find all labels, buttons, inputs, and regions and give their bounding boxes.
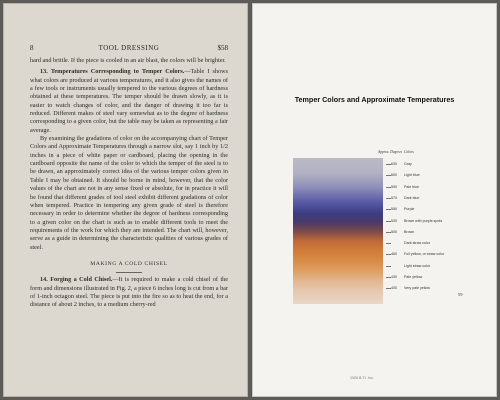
band-label: Brown with purple spots xyxy=(404,218,443,223)
band-label: Pale blue xyxy=(404,184,419,189)
section-13 xyxy=(30,68,228,135)
band-label: Pale yellow xyxy=(404,275,423,279)
subheading: MAKING A COLD CHISEL xyxy=(90,260,168,267)
band-label: Dark blue xyxy=(404,195,420,200)
section-13-text: —Table I shows what colors are produced at various temperatures, and it also gives the names of a few tools or instruments usually tempered to the various degrees of hardness obtained at these temperatures. The temper should be drawn slowly, as it is easier to watch changes of color, and the danger of drawing it too far is reduced. Different makes of steel vary somewhat as to the degree of hardness corresponding to a given color, but the table may be taken as representing a fair average. xyxy=(30,68,228,134)
col-head-colors: Colors xyxy=(404,150,414,154)
band-temp: 550 xyxy=(391,207,397,212)
section-14 xyxy=(30,276,228,309)
section-13-number: 13. xyxy=(40,68,48,76)
page-number: 8 xyxy=(30,44,34,52)
body-text xyxy=(30,57,228,310)
band-label: Very pale yellow xyxy=(404,286,430,291)
page-number-right: 59 xyxy=(458,292,463,297)
band-temp: 430 xyxy=(391,275,397,279)
band-label: Full yellow, or straw color xyxy=(404,252,445,257)
divider xyxy=(116,272,142,273)
band-temp: 570 xyxy=(391,195,397,200)
section-13-heading: Temperatures Corresponding to Temper Colors. xyxy=(50,68,185,76)
lead-paragraph: hard and brittle. If the piece is cooled in an air blast, the colors will be brighter. xyxy=(30,57,226,64)
section-14-number: 14. xyxy=(40,276,48,284)
section-14-heading: Forging a Cold Chisel. xyxy=(50,276,113,284)
band-temp: 460 xyxy=(391,252,397,257)
running-title: TOOL DRESSING xyxy=(98,44,160,52)
band-tick xyxy=(386,266,391,267)
band-label: Light straw color xyxy=(404,263,431,268)
band-temp: 630 xyxy=(391,162,397,166)
band-label: Brown xyxy=(404,229,415,234)
section-14-text: —It is required to make a cold chisel of the form and dimensions illustrated in Fig. 2, a piece 6 inches long is cut from a bar of 1-inch octagon steel. The piece is put into the fire so as to heat the end, for a distance of about 2 inches, to a medium cherry-red xyxy=(30,276,229,309)
paragraph-2: By examining the gradations of color on the accompanying chart of Temper Colors and Approximate Temperatures through a narrow slot, say 1 inch by 1/2 inches in a piece of white paper or cardboard, placing the opening in the cardboard opposite the name of the color to which the temper of the steel is to be drawn, an approximately correct idea of the various temper colors given in Table I may be obtained. It should be borne in mind, however, that the color values of the chart are not in any sense fixed or absolute, for in practice it will be found that different grades of tool steel exhibit different gradations of color when tempered. Practice in tempering any given grade of steel is therefore necessary in order to determine whether the degree of hardness corresponding to a given color on the chart is such as to enable different tools to meet the requirements of the work for which they are intended. The chart will, however, serve as a guide in determining the characteristic qualities of various grades of steel. xyxy=(30,135,228,251)
col-head-temp: Approx. Degrees xyxy=(378,150,403,154)
band-temp: 600 xyxy=(391,173,397,178)
band-temp: 500 xyxy=(391,229,397,234)
credit: 1926 B.T.I. Inc. xyxy=(350,376,374,380)
page-header xyxy=(30,44,228,54)
band-temp: 530 xyxy=(391,218,397,223)
section-ref: $58 xyxy=(217,44,228,52)
chart-title: Temper Colors and Approximate Temperatures xyxy=(294,95,455,104)
band-label: Gray xyxy=(404,162,412,166)
band-label: Dark straw color xyxy=(404,241,430,246)
band-temp: 400 xyxy=(391,286,397,291)
temper-color-gradient xyxy=(293,158,383,304)
band-temp: 590 xyxy=(391,184,397,189)
band-label: Purple xyxy=(404,207,415,212)
band-label: Light blue xyxy=(404,173,420,178)
band-tick xyxy=(386,243,391,244)
